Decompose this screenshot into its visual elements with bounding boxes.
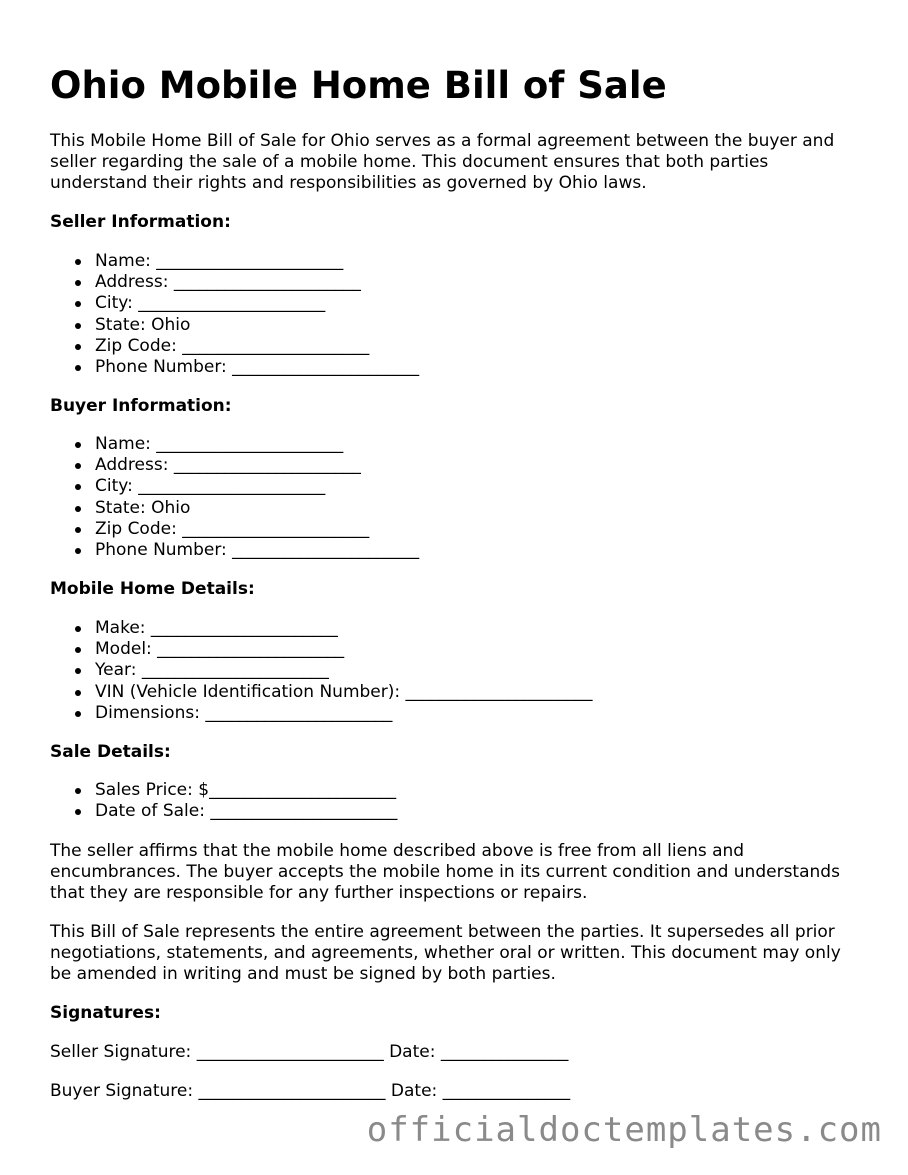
seller-signature-line: Seller Signature: ______________________ Date: _______________ bbox=[50, 1042, 569, 1062]
sale-price-field: Sales Price: $______________________ bbox=[50, 780, 397, 801]
affirmation-paragraph: The seller affirms that the mobile home described above is free from all liens and encumbrances. The buyer accepts the mobile home in its current condition and understands that they are responsible for any further inspections or repairs. bbox=[50, 841, 840, 903]
home-model-field: Model: ______________________ bbox=[50, 639, 593, 660]
home-make-field: Make: ______________________ bbox=[50, 618, 593, 639]
buyer-info-list bbox=[50, 434, 419, 561]
entire-agreement-paragraph: This Bill of Sale represents the entire agreement between the parties. It supersedes all prior negotiations, statements, and agreements, whether oral or written. This document may only be amended in writing and must be signed by both parties. bbox=[50, 922, 841, 984]
buyer-name-field: Name: ______________________ bbox=[50, 434, 419, 455]
seller-state-field: State: Ohio bbox=[50, 315, 419, 336]
buyer-signature-line: Buyer Signature: ______________________ Date: _______________ bbox=[50, 1081, 571, 1101]
home-details-list bbox=[50, 618, 593, 724]
intro-paragraph: This Mobile Home Bill of Sale for Ohio serves as a formal agreement between the buyer and seller regarding the sale of a mobile home. This document ensures that both parties understand their rights and responsibilities as governed by Ohio laws. bbox=[50, 131, 835, 193]
seller-info-heading: Seller Information: bbox=[50, 212, 231, 232]
seller-info-list bbox=[50, 251, 419, 378]
seller-city-field: City: ______________________ bbox=[50, 293, 419, 314]
sale-date-field: Date of Sale: ______________________ bbox=[50, 801, 397, 822]
home-vin-field: VIN (Vehicle Identification Number): ______________________ bbox=[50, 682, 593, 703]
buyer-state-field: State: Ohio bbox=[50, 498, 419, 519]
home-details-heading: Mobile Home Details: bbox=[50, 579, 255, 599]
signatures-heading: Signatures: bbox=[50, 1003, 161, 1023]
document-title: Ohio Mobile Home Bill of Sale bbox=[50, 64, 667, 107]
seller-address-field: Address: ______________________ bbox=[50, 272, 419, 293]
seller-phone-field: Phone Number: ______________________ bbox=[50, 357, 419, 378]
watermark-text: officialdoctemplates.com bbox=[366, 1110, 882, 1150]
sale-details-list bbox=[50, 780, 397, 822]
home-year-field: Year: ______________________ bbox=[50, 660, 593, 681]
seller-zip-field: Zip Code: ______________________ bbox=[50, 336, 419, 357]
home-dimensions-field: Dimensions: ______________________ bbox=[50, 703, 593, 724]
buyer-city-field: City: ______________________ bbox=[50, 476, 419, 497]
seller-name-field: Name: ______________________ bbox=[50, 251, 419, 272]
buyer-address-field: Address: ______________________ bbox=[50, 455, 419, 476]
buyer-zip-field: Zip Code: ______________________ bbox=[50, 519, 419, 540]
sale-details-heading: Sale Details: bbox=[50, 742, 171, 762]
buyer-info-heading: Buyer Information: bbox=[50, 396, 232, 416]
buyer-phone-field: Phone Number: ______________________ bbox=[50, 540, 419, 561]
